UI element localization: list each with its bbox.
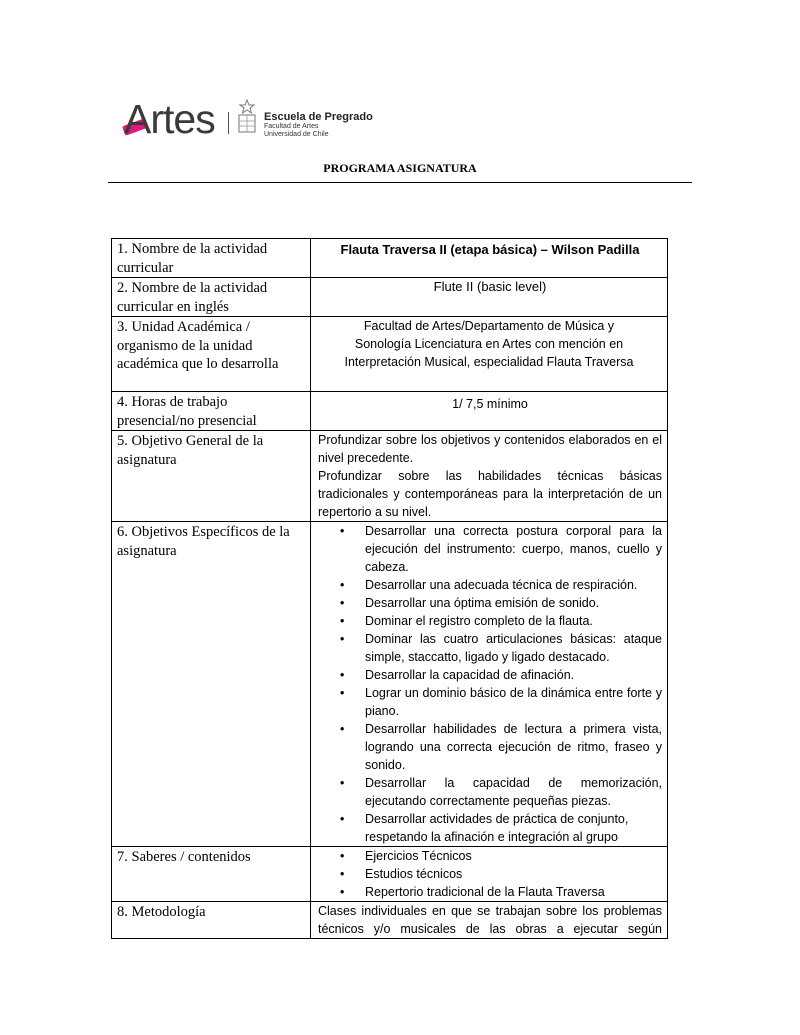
list-item: • Desarrollar la capacidad de memorización, ejecutando correctamente pequeñas piezas.: [318, 774, 662, 810]
list-item: • Lograr un dominio básico de la dinámica entre forte y piano.: [318, 684, 662, 720]
row-value: Flauta Traversa II (etapa básica) – Wilson Padilla: [311, 239, 668, 278]
row-label: 7. Saberes / contenidos: [112, 847, 311, 902]
row-label: 6. Objetivos Específicos de la asignatura: [112, 522, 311, 847]
row-value: [311, 431, 668, 522]
program-table: [111, 238, 668, 939]
paragraph: Profundizar sobre las habilidades técnicas básicas tradicionales y contemporáneas para la interpretación de un repertorio a su nivel.: [318, 469, 662, 519]
row-value: Flute II (basic level): [311, 278, 668, 317]
row-value: [311, 902, 668, 939]
row-label: 1. Nombre de la actividad curricular: [112, 239, 311, 278]
row-label: 4. Horas de trabajo presencial/no presencial: [112, 392, 311, 431]
table-row: [112, 902, 668, 939]
page-title: PROGRAMA ASIGNATURA: [323, 161, 477, 175]
paragraph: Profundizar sobre los objetivos y contenidos elaborados en el nivel precedente.: [318, 433, 662, 465]
row-value: [311, 847, 668, 902]
title-divider: [108, 182, 692, 183]
list-item: • Desarrollar una óptima emisión de sonido.: [318, 594, 662, 612]
list-item: • Desarrollar una correcta postura corporal para la ejecución del instrumento: cuerpo, manos, cuello y cabeza.: [318, 522, 662, 576]
list-item: • Dominar las cuatro articulaciones básicas: ataque simple, staccatto, ligado y ligado destacado.: [318, 630, 662, 666]
table-row: [112, 392, 668, 431]
table-row: [112, 317, 668, 392]
logo-wordmark: Artes: [124, 96, 215, 142]
paragraph: Clases individuales en que se trabajan sobre los problemas técnicos y/o musicales de las obras a ejecutar según: [318, 904, 662, 936]
contents-list: [318, 847, 662, 901]
list-item: • Ejercicios Técnicos: [318, 847, 662, 865]
table-row: [112, 431, 668, 522]
list-item: • Desarrollar actividades de práctica de conjunto, respetando la afinación e integración al grupo: [318, 810, 662, 846]
university-seal-icon: [234, 99, 260, 137]
list-item: • Estudios técnicos: [318, 865, 662, 883]
row-value: [311, 522, 668, 847]
objectives-list: [318, 522, 662, 846]
row-label: 5. Objetivo General de la asignatura: [112, 431, 311, 522]
table-row: [112, 278, 668, 317]
list-item: • Desarrollar habilidades de lectura a primera vista, logrando una correcta ejecución de ritmo, fraseo y sonido.: [318, 720, 662, 774]
list-item: • Dominar el registro completo de la flauta.: [318, 612, 662, 630]
table-row: [112, 847, 668, 902]
row-label: 3. Unidad Académica / organismo de la unidad académica que lo desarrolla: [112, 317, 311, 392]
table-row: [112, 239, 668, 278]
logo-divider: [228, 112, 229, 134]
list-item: • Desarrollar la capacidad de afinación.: [318, 666, 662, 684]
row-label: 2. Nombre de la actividad curricular en inglés: [112, 278, 311, 317]
logo-faculty-name: Facultad de Artes: [264, 123, 319, 130]
logo-university-name: Universidad de Chile: [264, 131, 329, 138]
logo-text-block: [264, 111, 373, 139]
table-row: [112, 522, 668, 847]
logo-school-name: Escuela de Pregrado: [264, 111, 373, 123]
row-value: Facultad de Artes/Departamento de Música y Sonología Licenciatura en Artes con mención en Interpretación Musical, especialidad Flauta Traversa: [311, 317, 668, 392]
row-value: 1/ 7,5 mínimo: [311, 392, 668, 431]
list-item: • Desarrollar una adecuada técnica de respiración.: [318, 576, 662, 594]
list-item: • Repertorio tradicional de la Flauta Traversa: [318, 883, 662, 901]
row-label: 8. Metodología: [112, 902, 311, 939]
